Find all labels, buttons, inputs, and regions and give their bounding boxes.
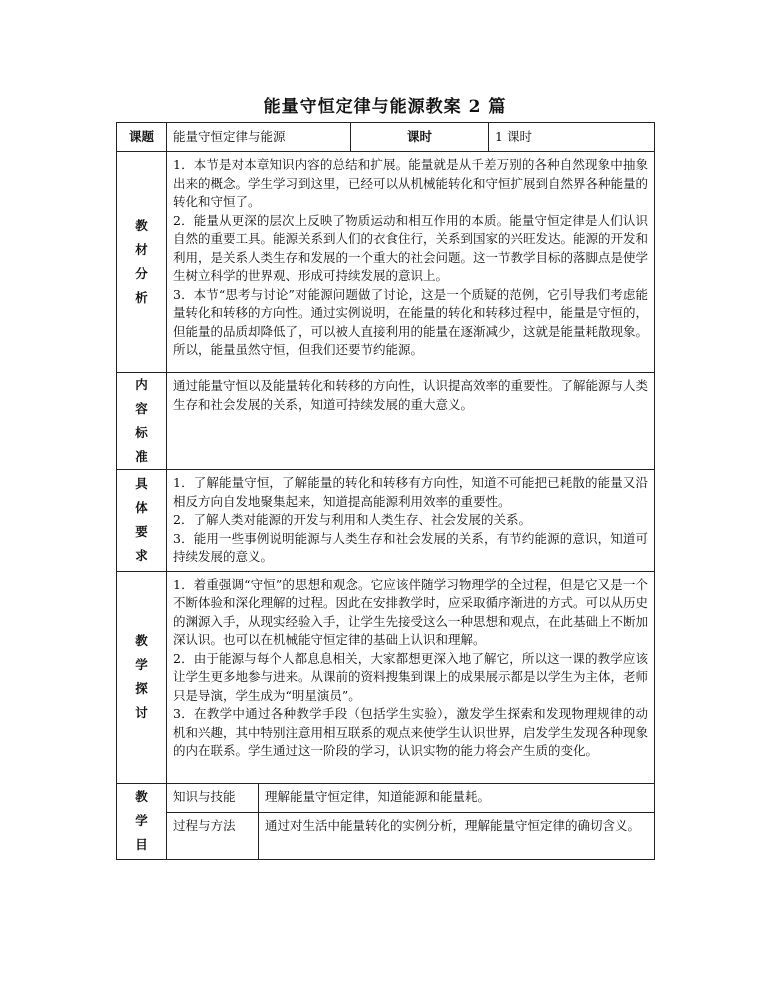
page-title: 能量守恒定律与能源教案 2 篇: [263, 97, 507, 117]
hours-label: 课时: [351, 123, 489, 152]
content-standard-content: [167, 373, 655, 470]
teaching-discussion-label: [117, 571, 167, 783]
label-char: 准: [135, 449, 148, 464]
material-analysis-label: [117, 152, 167, 373]
label-char: 材: [135, 242, 148, 257]
paragraph: 3．能用一些事例说明能源与人类生存和社会发展的关系，有节约能源的意识，知道可持续发展的意义。: [173, 530, 649, 564]
lesson-plan-table: [116, 122, 655, 860]
label-char: 教: [135, 633, 148, 648]
content-standard-label: [117, 373, 167, 470]
requirements-label: [117, 470, 167, 572]
topic-value: 能量守恒定律与能源: [167, 123, 351, 152]
label-char: 体: [135, 500, 148, 516]
label-char: 目: [135, 837, 148, 852]
teaching-objectives-label: [117, 783, 167, 859]
label-char: 要: [135, 524, 148, 540]
paragraph: 3．本节“思考与讨论”对能源问题做了讨论，这是一个质疑的范例，它引导我们考虑能量转化和转移的方向性。通过实例说明，在能量的转化和转移过程中，能量是守恒的，但能量的品质却降低了，可以被人直接利用的能量在逐渐减少，这就是能量耗散现象。所以，能量虽然守恒，但我们还要节约能源。: [173, 286, 649, 357]
teaching-discussion-row: [117, 571, 655, 783]
paragraph: 2．了解人类对能源的开发与利用和人类生存、社会发展的关系。: [173, 512, 531, 527]
paragraph: 2．由于能源与每个人都息息相关，大家都想更深入地了解它，所以这一课的教学应该让学生更多地参与进来。从课前的资料搜集到课上的成果展示都是以学生为主体，老师只是导演，学生成为“明星演员”。: [173, 650, 649, 703]
content-standard-row: [117, 373, 655, 470]
objective-label: 知识与技能: [167, 783, 259, 812]
requirements-row: [117, 470, 655, 572]
label-char: 分: [135, 266, 148, 281]
paragraph: 2．能量从更深的层次上反映了物质运动和相互作用的本质。能量守恒定律是人们认识自然的重要工具。能源关系到人们的衣食住行，关系到国家的兴旺发达。能源的开发和利用，是关系人类生存和发展的一个重大的社会问题。这一节教学目标的落脚点是使学生树立科学的世界观、形成可持续发展的意识上。: [173, 212, 649, 283]
label-char: 学: [135, 657, 148, 672]
label-char: 教: [135, 789, 148, 804]
material-analysis-content: [167, 152, 655, 373]
label-char: 讨: [135, 705, 148, 720]
label-char: 学: [135, 813, 148, 828]
paragraph: 3．在教学中通过各种教学手段（包括学生实验），激发学生探索和发现物理规律的动机和兴趣，其中特别注意用相互联系的观点来使学生认识世界，启发学生发现各种现象的内在联系。学生通过这一阶段的学习，认识实物的能力将会产生质的变化。: [173, 706, 649, 758]
objective-label: 过程与方法: [167, 812, 259, 859]
label-char: 内: [135, 377, 148, 392]
label-char: 具: [135, 476, 148, 492]
paragraph: 1．着重强调“守恒”的思想和观念。它应该伴随学习物理学的全过程，但是它又是一个不断体验和深化理解的过程。因此在安排教学时，应采取循序渐进的方式。可以从历史的渊源入手，从现实经验入手，让学生先接受这么一种思想和观点，在此基础上不断加深认识。也可以在机械能守恒定律的基础上认识和理解。: [173, 576, 649, 647]
paragraph: 1．了解能量守恒，了解能量的转化和转移有方向性，知道不可能把已耗散的能量又沿相反方向自发地聚集起来，知道提高能源利用效率的重要性。: [173, 475, 649, 509]
label-char: 教: [135, 218, 148, 233]
label-char: 探: [135, 681, 148, 696]
objective-row-knowledge: [117, 783, 655, 812]
paragraph: 1．本节是对本章知识内容的总结和扩展。能量就是从千差万别的各种自然现象中抽象出来的概念。学生学习到这里，已经可以从机械能转化和守恒扩展到自然界各种能量的转化和守恒了。: [173, 157, 649, 209]
topic-label: 课题: [117, 123, 167, 152]
objective-value: 通过对生活中能量转化的实例分析，理解能量守恒定律的确切含义。: [259, 812, 655, 859]
objective-value: 理解能量守恒定律，知道能源和能量耗。: [259, 783, 655, 812]
material-analysis-row: [117, 152, 655, 373]
label-char: 标: [135, 425, 148, 440]
label-char: 析: [135, 290, 148, 305]
requirements-content: [167, 470, 655, 572]
objective-row-process: [117, 812, 655, 859]
header-row: [117, 123, 655, 152]
label-char: 容: [135, 401, 148, 416]
label-char: 求: [135, 548, 148, 564]
teaching-discussion-content: [167, 571, 655, 783]
hours-value: 1 课时: [489, 123, 655, 152]
paragraph: 通过能量守恒以及能量转化和转移的方向性，认识提高效率的重要性。了解能源与人类生存和社会发展的关系，知道可持续发展的重大意义。: [173, 378, 649, 412]
